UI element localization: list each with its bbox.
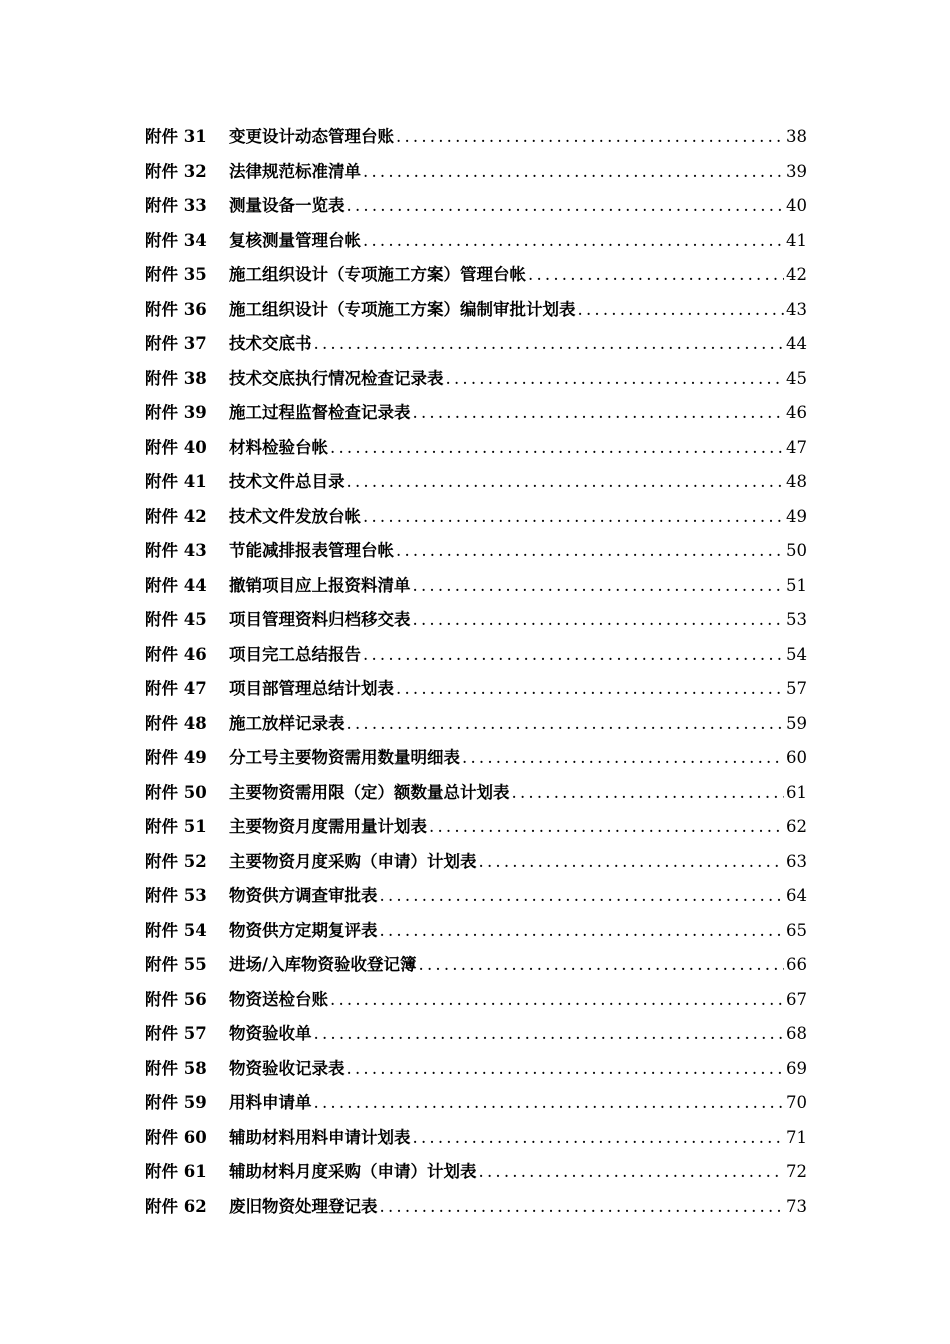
toc-entry-page-number: 49 — [786, 506, 807, 526]
toc-dot-leader — [528, 258, 784, 293]
toc-entry-page-number: 61 — [786, 782, 807, 802]
toc-entry-title: 技术文件总目录 — [229, 472, 345, 491]
toc-entry-title: 法律规范标准清单 — [229, 161, 361, 181]
toc-dot-leader — [462, 741, 784, 776]
toc-entry-page-number: 62 — [786, 817, 807, 836]
toc-entry-title: 技术交底书 — [229, 334, 312, 353]
toc-dot-leader — [380, 1190, 785, 1225]
toc-entry-title: 辅助材料用料申请计划表 — [229, 1127, 411, 1147]
toc-dot-leader — [413, 603, 785, 638]
toc-entry-page-number: 39 — [786, 161, 807, 181]
toc-entry-label: 附件 49 — [145, 748, 207, 767]
toc-dot-leader — [413, 396, 785, 431]
toc-entry-label: 附件 56 — [145, 989, 207, 1009]
toc-entry-title: 节能减排报表管理台帐 — [229, 541, 394, 560]
toc-entry-label: 附件 57 — [145, 1024, 207, 1043]
toc-entry[interactable] — [145, 431, 807, 466]
toc-dot-leader — [479, 1155, 785, 1190]
toc-dot-leader — [363, 224, 784, 259]
toc-entry-title: 物资送检台账 — [229, 989, 328, 1009]
toc-entry-page-number: 50 — [786, 541, 807, 560]
toc-entry-label: 附件 33 — [145, 196, 207, 215]
toc-entry-page-number: 66 — [786, 955, 807, 974]
toc-entry-label: 附件 54 — [145, 920, 207, 940]
toc-entry-title: 技术交底执行情况检查记录表 — [229, 368, 444, 388]
toc-entry-title: 技术文件发放台帐 — [229, 506, 361, 526]
toc-entry-page-number: 59 — [786, 713, 807, 733]
toc-entry-label: 附件 62 — [145, 1196, 207, 1216]
toc-entry-label: 附件 32 — [145, 161, 207, 181]
toc-entry-page-number: 72 — [786, 1162, 807, 1181]
toc-entry[interactable] — [145, 327, 807, 362]
toc-entry-title: 施工组织设计（专项施工方案）编制审批计划表 — [229, 299, 576, 319]
toc-entry-label: 附件 58 — [145, 1058, 207, 1078]
toc-entry-label: 附件 41 — [145, 472, 207, 491]
toc-entry-page-number: 63 — [786, 851, 807, 871]
toc-dot-leader — [363, 500, 784, 535]
toc-dot-leader — [413, 569, 785, 604]
toc-entry-page-number: 46 — [786, 403, 807, 422]
toc-entry-label: 附件 34 — [145, 230, 207, 250]
toc-entry[interactable] — [145, 983, 807, 1018]
toc-dot-leader — [347, 707, 785, 742]
toc-entry-title: 测量设备一览表 — [229, 196, 345, 215]
toc-entry[interactable] — [145, 914, 807, 949]
toc-entry[interactable] — [145, 1190, 807, 1225]
toc-entry-title: 项目部管理总结计划表 — [229, 679, 394, 698]
toc-entry[interactable] — [145, 1052, 807, 1087]
toc-entry-page-number: 47 — [786, 437, 807, 457]
toc-dot-leader — [578, 293, 785, 328]
toc-entry-page-number: 65 — [786, 920, 807, 940]
toc-entry-title: 主要物资月度采购（申请）计划表 — [229, 851, 477, 871]
toc-entry-label: 附件 44 — [145, 575, 207, 595]
toc-entry-label: 附件 45 — [145, 610, 207, 629]
toc-entry-label: 附件 31 — [145, 127, 207, 146]
toc-entry[interactable] — [145, 741, 807, 776]
toc-entry-label: 附件 37 — [145, 334, 207, 353]
toc-entry[interactable] — [145, 362, 807, 397]
toc-entry-page-number: 67 — [786, 989, 807, 1009]
toc-entry-page-number: 43 — [786, 299, 807, 319]
toc-entry[interactable] — [145, 879, 807, 914]
toc-entry-label: 附件 52 — [145, 851, 207, 871]
toc-entry[interactable] — [145, 189, 807, 224]
toc-entry[interactable] — [145, 396, 807, 431]
toc-entry[interactable] — [145, 534, 807, 569]
toc-dot-leader — [347, 189, 785, 224]
toc-entry[interactable] — [145, 120, 807, 155]
toc-entry-label: 附件 50 — [145, 782, 207, 802]
toc-entry-title: 物资验收单 — [229, 1024, 312, 1043]
toc-dot-leader — [512, 776, 785, 811]
toc-entry-title: 变更设计动态管理台账 — [229, 127, 394, 146]
toc-entry[interactable] — [145, 845, 807, 880]
table-of-contents — [145, 120, 807, 1224]
toc-entry[interactable] — [145, 1121, 807, 1156]
toc-dot-leader — [314, 1017, 785, 1052]
toc-dot-leader — [363, 638, 784, 673]
toc-entry[interactable] — [145, 810, 807, 845]
toc-entry-title: 施工组织设计（专项施工方案）管理台帐 — [229, 265, 526, 284]
toc-entry-label: 附件 46 — [145, 644, 207, 664]
toc-dot-leader — [330, 983, 784, 1018]
toc-entry-label: 附件 61 — [145, 1162, 207, 1181]
toc-dot-leader — [413, 1121, 785, 1156]
toc-entry-page-number: 64 — [786, 886, 807, 905]
toc-dot-leader — [419, 948, 784, 983]
toc-entry[interactable] — [145, 776, 807, 811]
toc-entry-title: 废旧物资处理登记表 — [229, 1196, 378, 1216]
toc-dot-leader — [314, 1086, 785, 1121]
toc-dot-leader — [363, 155, 784, 190]
toc-entry-page-number: 60 — [786, 748, 807, 767]
toc-entry-title: 项目完工总结报告 — [229, 644, 361, 664]
toc-entry-title: 复核测量管理台帐 — [229, 230, 361, 250]
toc-entry[interactable] — [145, 1086, 807, 1121]
toc-dot-leader — [396, 672, 784, 707]
toc-entry-label: 附件 38 — [145, 368, 207, 388]
toc-entry[interactable] — [145, 1017, 807, 1052]
toc-entry-label: 附件 47 — [145, 679, 207, 698]
toc-entry[interactable] — [145, 672, 807, 707]
toc-entry-title: 施工放样记录表 — [229, 713, 345, 733]
toc-dot-leader — [446, 362, 785, 397]
toc-entry-title: 用料申请单 — [229, 1093, 312, 1112]
toc-entry-page-number: 45 — [786, 368, 807, 388]
toc-entry-title: 物资供方调查审批表 — [229, 886, 378, 905]
toc-entry-label: 附件 43 — [145, 541, 207, 560]
toc-dot-leader — [429, 810, 784, 845]
toc-entry[interactable] — [145, 603, 807, 638]
toc-entry-page-number: 41 — [786, 230, 807, 250]
toc-entry-title: 物资验收记录表 — [229, 1058, 345, 1078]
toc-entry-page-number: 54 — [786, 644, 807, 664]
toc-entry-label: 附件 53 — [145, 886, 207, 905]
toc-entry-page-number: 48 — [786, 472, 807, 491]
toc-entry-title: 主要物资月度需用量计划表 — [229, 817, 427, 836]
toc-dot-leader — [396, 120, 784, 155]
toc-entry-title: 项目管理资料归档移交表 — [229, 610, 411, 629]
toc-entry-label: 附件 36 — [145, 299, 207, 319]
toc-dot-leader — [347, 1052, 785, 1087]
toc-entry-page-number: 69 — [786, 1058, 807, 1078]
toc-entry-label: 附件 35 — [145, 265, 207, 284]
toc-entry-page-number: 40 — [786, 196, 807, 215]
toc-entry-page-number: 42 — [786, 265, 807, 284]
toc-entry-title: 施工过程监督检查记录表 — [229, 403, 411, 422]
toc-entry-page-number: 68 — [786, 1024, 807, 1043]
toc-entry-page-number: 51 — [786, 575, 807, 595]
toc-dot-leader — [380, 914, 785, 949]
toc-entry-title: 材料检验台帐 — [229, 437, 328, 457]
toc-entry-page-number: 38 — [786, 127, 807, 146]
toc-entry-title: 进场/入库物资验收登记簿 — [229, 955, 417, 974]
toc-entry[interactable] — [145, 293, 807, 328]
toc-entry[interactable] — [145, 258, 807, 293]
toc-entry[interactable] — [145, 155, 807, 190]
toc-dot-leader — [396, 534, 784, 569]
toc-entry-title: 物资供方定期复评表 — [229, 920, 378, 940]
toc-entry-page-number: 70 — [786, 1093, 807, 1112]
toc-entry-label: 附件 48 — [145, 713, 207, 733]
toc-entry-title: 分工号主要物资需用数量明细表 — [229, 748, 460, 767]
toc-entry-title: 撤销项目应上报资料清单 — [229, 575, 411, 595]
toc-entry-label: 附件 51 — [145, 817, 207, 836]
toc-entry[interactable] — [145, 948, 807, 983]
toc-entry-page-number: 73 — [786, 1196, 807, 1216]
toc-entry[interactable] — [145, 465, 807, 500]
toc-entry-page-number: 71 — [786, 1127, 807, 1147]
toc-dot-leader — [314, 327, 785, 362]
toc-entry-page-number: 57 — [786, 679, 807, 698]
toc-dot-leader — [330, 431, 784, 466]
toc-entry-label: 附件 40 — [145, 437, 207, 457]
toc-dot-leader — [347, 465, 785, 500]
toc-entry[interactable] — [145, 500, 807, 535]
toc-entry-title: 主要物资需用限（定）额数量总计划表 — [229, 782, 510, 802]
toc-entry-label: 附件 42 — [145, 506, 207, 526]
toc-entry-page-number: 44 — [786, 334, 807, 353]
toc-entry[interactable] — [145, 707, 807, 742]
toc-entry-label: 附件 59 — [145, 1093, 207, 1112]
toc-dot-leader — [479, 845, 785, 880]
toc-entry-label: 附件 60 — [145, 1127, 207, 1147]
toc-entry[interactable] — [145, 638, 807, 673]
toc-entry[interactable] — [145, 224, 807, 259]
toc-dot-leader — [380, 879, 785, 914]
toc-entry[interactable] — [145, 1155, 807, 1190]
toc-entry[interactable] — [145, 569, 807, 604]
toc-entry-title: 辅助材料月度采购（申请）计划表 — [229, 1162, 477, 1181]
toc-entry-page-number: 53 — [786, 610, 807, 629]
toc-entry-label: 附件 39 — [145, 403, 207, 422]
toc-entry-label: 附件 55 — [145, 955, 207, 974]
